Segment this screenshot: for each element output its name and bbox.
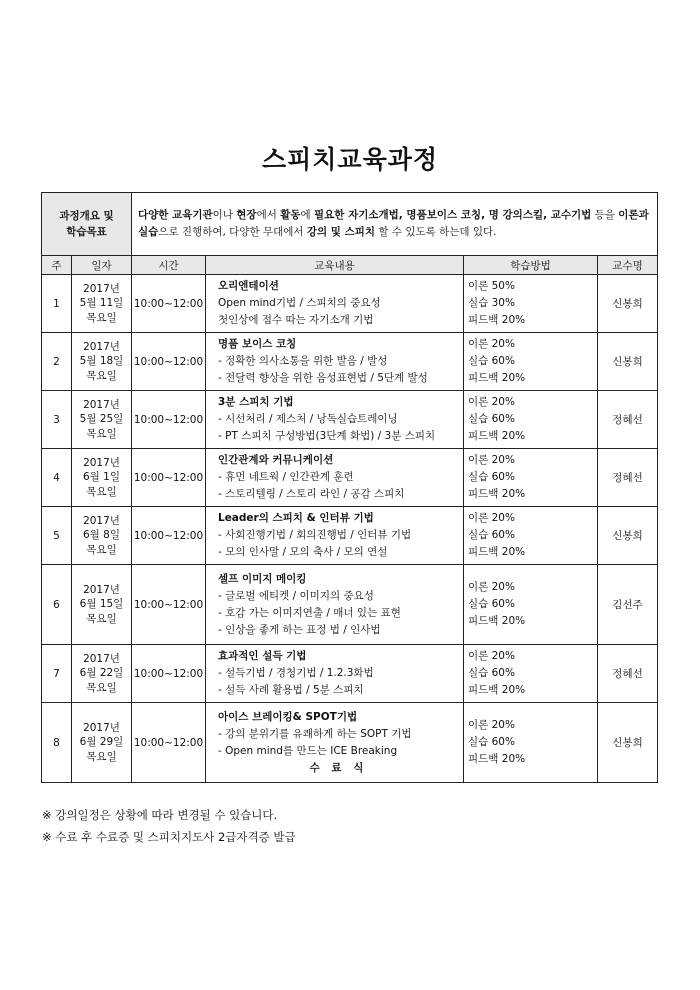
method-line: 피드백 20% — [468, 615, 526, 627]
overview-label-line1: 과정개요 및 — [59, 210, 114, 222]
content-title: 셀프 이미지 메이킹 — [218, 572, 307, 585]
overview-text-segment: 에서 — [256, 209, 281, 221]
date-line: 목요일 — [86, 750, 117, 763]
overview-text-segment: 강의 및 스피치 — [306, 226, 376, 238]
header-week: 주 — [42, 256, 72, 275]
method-cell — [464, 391, 598, 449]
method-line: 이론 20% — [468, 454, 515, 466]
time-cell: 10:00~12:00 — [132, 645, 206, 703]
time-cell: 10:00~12:00 — [132, 565, 206, 645]
week-cell: 6 — [42, 565, 72, 645]
date-cell — [72, 333, 132, 391]
method-line: 피드백 20% — [468, 753, 526, 765]
method-line: 실습 30% — [468, 297, 515, 309]
date-line: 5월 11일 — [79, 297, 124, 310]
method-line: 피드백 20% — [468, 372, 526, 384]
date-cell — [72, 565, 132, 645]
time-cell: 10:00~12:00 — [132, 275, 206, 333]
date-cell — [72, 703, 132, 783]
overview-text-segment: 으로 진행하여, 다양한 무대에서 — [158, 226, 307, 238]
date-line: 목요일 — [86, 612, 117, 625]
instructor-cell: 신봉희 — [598, 703, 658, 783]
content-cell — [206, 449, 464, 507]
method-line: 이론 20% — [468, 512, 515, 524]
overview-text — [132, 193, 658, 256]
method-line: 이론 20% — [468, 581, 515, 593]
method-cell — [464, 507, 598, 565]
date-cell — [72, 645, 132, 703]
table-row — [42, 391, 658, 449]
content-line: - 모의 인사말 / 모의 축사 / 모의 연설 — [218, 546, 388, 558]
instructor-cell: 신봉희 — [598, 333, 658, 391]
week-cell: 7 — [42, 645, 72, 703]
week-cell: 8 — [42, 703, 72, 783]
method-cell — [464, 565, 598, 645]
date-line: 2017년 — [83, 514, 120, 527]
table-row — [42, 333, 658, 391]
overview-text-segment: 필요한 자기소개법, 명품보이스 코칭, 명 강의스킬, 교수기법 — [313, 209, 592, 221]
content-title: 명품 보이스 코칭 — [218, 338, 297, 350]
method-line: 실습 60% — [468, 736, 515, 748]
content-line: - 인상을 좋게 하는 표정 법 / 인사법 — [218, 623, 381, 636]
method-line: 실습 60% — [468, 413, 515, 425]
notes — [42, 804, 296, 848]
table-row — [42, 449, 658, 507]
method-line: 이론 20% — [468, 396, 515, 408]
header-method: 학습방법 — [464, 256, 598, 275]
date-line: 6월 29일 — [79, 736, 124, 749]
content-cell — [206, 703, 464, 783]
content-line: - 설득 사례 활용법 / 5분 스피치 — [218, 684, 364, 696]
method-cell — [464, 275, 598, 333]
method-line: 이론 50% — [468, 280, 515, 292]
date-cell — [72, 449, 132, 507]
method-line: 실습 60% — [468, 598, 515, 610]
week-cell: 3 — [42, 391, 72, 449]
content-title: 3분 스피치 기법 — [218, 396, 294, 408]
date-line: 2017년 — [83, 583, 120, 596]
method-line: 피드백 20% — [468, 488, 526, 500]
date-line: 6월 8일 — [83, 529, 120, 542]
overview-text-segment: 등을 — [591, 209, 619, 221]
content-line: Open mind기법 / 스피치의 중요성 — [218, 297, 381, 309]
method-line: 이론 20% — [468, 650, 515, 662]
method-line: 실습 60% — [468, 529, 515, 541]
content-line: - 전달력 향상을 위한 음성표현법 / 5단계 발성 — [218, 372, 428, 384]
date-line: 2017년 — [83, 398, 120, 411]
week-cell: 5 — [42, 507, 72, 565]
instructor-cell: 신봉희 — [598, 275, 658, 333]
week-cell: 2 — [42, 333, 72, 391]
table-header-row — [42, 256, 658, 275]
content-line: - 글로벌 에티켓 / 이미지의 중요성 — [218, 589, 374, 602]
table-row — [42, 507, 658, 565]
table-row — [42, 645, 658, 703]
time-cell: 10:00~12:00 — [132, 391, 206, 449]
method-line: 피드백 20% — [468, 684, 526, 696]
date-line: 목요일 — [86, 369, 117, 382]
content-line: - 스토리텔링 / 스토리 라인 / 공감 스피치 — [218, 488, 405, 500]
date-line: 2017년 — [83, 721, 120, 734]
header-content: 교육내용 — [206, 256, 464, 275]
overview-text-segment: 현장 — [236, 209, 257, 221]
content-cell — [206, 275, 464, 333]
table-row — [42, 703, 658, 783]
header-instructor: 교수명 — [598, 256, 658, 275]
content-end: 수 료 식 — [309, 761, 368, 774]
date-cell — [72, 391, 132, 449]
page-title: 스피치교육과정 — [261, 145, 439, 174]
time-cell: 10:00~12:00 — [132, 507, 206, 565]
table-row — [42, 565, 658, 645]
overview-label — [42, 193, 132, 256]
method-line: 피드백 20% — [468, 430, 526, 442]
note-line: ※ 강의일정은 상황에 따라 변경될 수 있습니다. — [42, 808, 278, 822]
overview-row — [42, 193, 658, 256]
week-cell: 4 — [42, 449, 72, 507]
header-time: 시간 — [132, 256, 206, 275]
content-title: 효과적인 설득 기법 — [218, 650, 307, 662]
content-line: - 사회진행기법 / 회의진행법 / 인터뷰 기법 — [218, 529, 412, 541]
content-cell — [206, 645, 464, 703]
content-title: 오리엔테이션 — [218, 280, 279, 292]
overview-text-segment: 이론과 실습 — [138, 209, 649, 238]
date-line: 목요일 — [86, 311, 117, 324]
note-line: ※ 수료 후 수료증 및 스피치지도사 2급자격증 발급 — [42, 830, 296, 844]
course-schedule-table — [41, 192, 658, 783]
content-line: - 설득기법 / 경청기법 / 1.2.3화법 — [218, 667, 374, 679]
instructor-cell: 신봉희 — [598, 507, 658, 565]
content-line: - 시선처리 / 제스처 / 낭독실습트레이닝 — [218, 413, 398, 425]
content-title: 아이스 브레이킹& SPOT기법 — [218, 710, 358, 723]
date-line: 목요일 — [86, 681, 117, 694]
date-line: 목요일 — [86, 543, 117, 556]
content-title: Leader의 스피치 & 인터뷰 기법 — [218, 512, 374, 524]
instructor-cell: 정혜선 — [598, 449, 658, 507]
date-line: 2017년 — [83, 652, 120, 665]
date-line: 2017년 — [83, 340, 120, 353]
date-line: 목요일 — [86, 427, 117, 440]
content-cell — [206, 565, 464, 645]
overview-text-segment: 에 — [300, 209, 314, 221]
date-line: 5월 25일 — [79, 413, 124, 426]
method-cell — [464, 333, 598, 391]
method-cell — [464, 703, 598, 783]
content-cell — [206, 333, 464, 391]
method-line: 이론 20% — [468, 719, 515, 731]
method-line: 피드백 20% — [468, 314, 526, 326]
content-line: - 휴먼 네트웍 / 인간관계 훈련 — [218, 471, 354, 483]
method-line: 실습 60% — [468, 667, 515, 679]
content-cell — [206, 507, 464, 565]
date-line: 2017년 — [83, 282, 120, 295]
content-cell — [206, 391, 464, 449]
date-line: 목요일 — [86, 485, 117, 498]
content-line: - 호감 가는 이미지연출 / 매너 있는 표현 — [218, 606, 401, 619]
content-line: - 강의 분위기를 유쾌하게 하는 SOPT 기법 — [218, 727, 412, 740]
date-line: 6월 1일 — [83, 471, 120, 484]
method-line: 실습 60% — [468, 355, 515, 367]
instructor-cell: 정혜선 — [598, 645, 658, 703]
method-cell — [464, 449, 598, 507]
date-cell — [72, 507, 132, 565]
overview-text-segment: 활동 — [280, 209, 301, 221]
content-title: 인간관계와 커뮤니케이션 — [218, 454, 334, 466]
time-cell: 10:00~12:00 — [132, 449, 206, 507]
method-cell — [464, 645, 598, 703]
content-line: - Open mind를 만드는 ICE Breaking — [218, 744, 398, 757]
week-cell: 1 — [42, 275, 72, 333]
date-line: 2017년 — [83, 456, 120, 469]
content-line: - PT 스피치 구성방법(3단계 화법) / 3분 스피치 — [218, 430, 436, 442]
date-line: 6월 22일 — [79, 667, 124, 680]
overview-label-line2: 학습목표 — [66, 226, 107, 238]
instructor-cell: 김선주 — [598, 565, 658, 645]
instructor-cell: 정혜선 — [598, 391, 658, 449]
method-line: 피드백 20% — [468, 546, 526, 558]
overview-text-segment: 이나 — [212, 209, 237, 221]
date-cell — [72, 275, 132, 333]
header-date: 일자 — [72, 256, 132, 275]
method-line: 실습 60% — [468, 471, 515, 483]
date-line: 6월 15일 — [79, 598, 124, 611]
overview-text-segment: 다양한 교육기관 — [138, 209, 213, 221]
time-cell: 10:00~12:00 — [132, 333, 206, 391]
time-cell: 10:00~12:00 — [132, 703, 206, 783]
method-line: 이론 20% — [468, 338, 515, 350]
overview-text-segment: 할 수 있도록 하는데 있다. — [375, 226, 497, 238]
content-line: 첫인상에 점수 따는 자기소개 기법 — [218, 314, 374, 326]
date-line: 5월 18일 — [79, 355, 124, 368]
table-row — [42, 275, 658, 333]
content-line: - 정확한 의사소통을 위한 발음 / 발성 — [218, 355, 388, 367]
